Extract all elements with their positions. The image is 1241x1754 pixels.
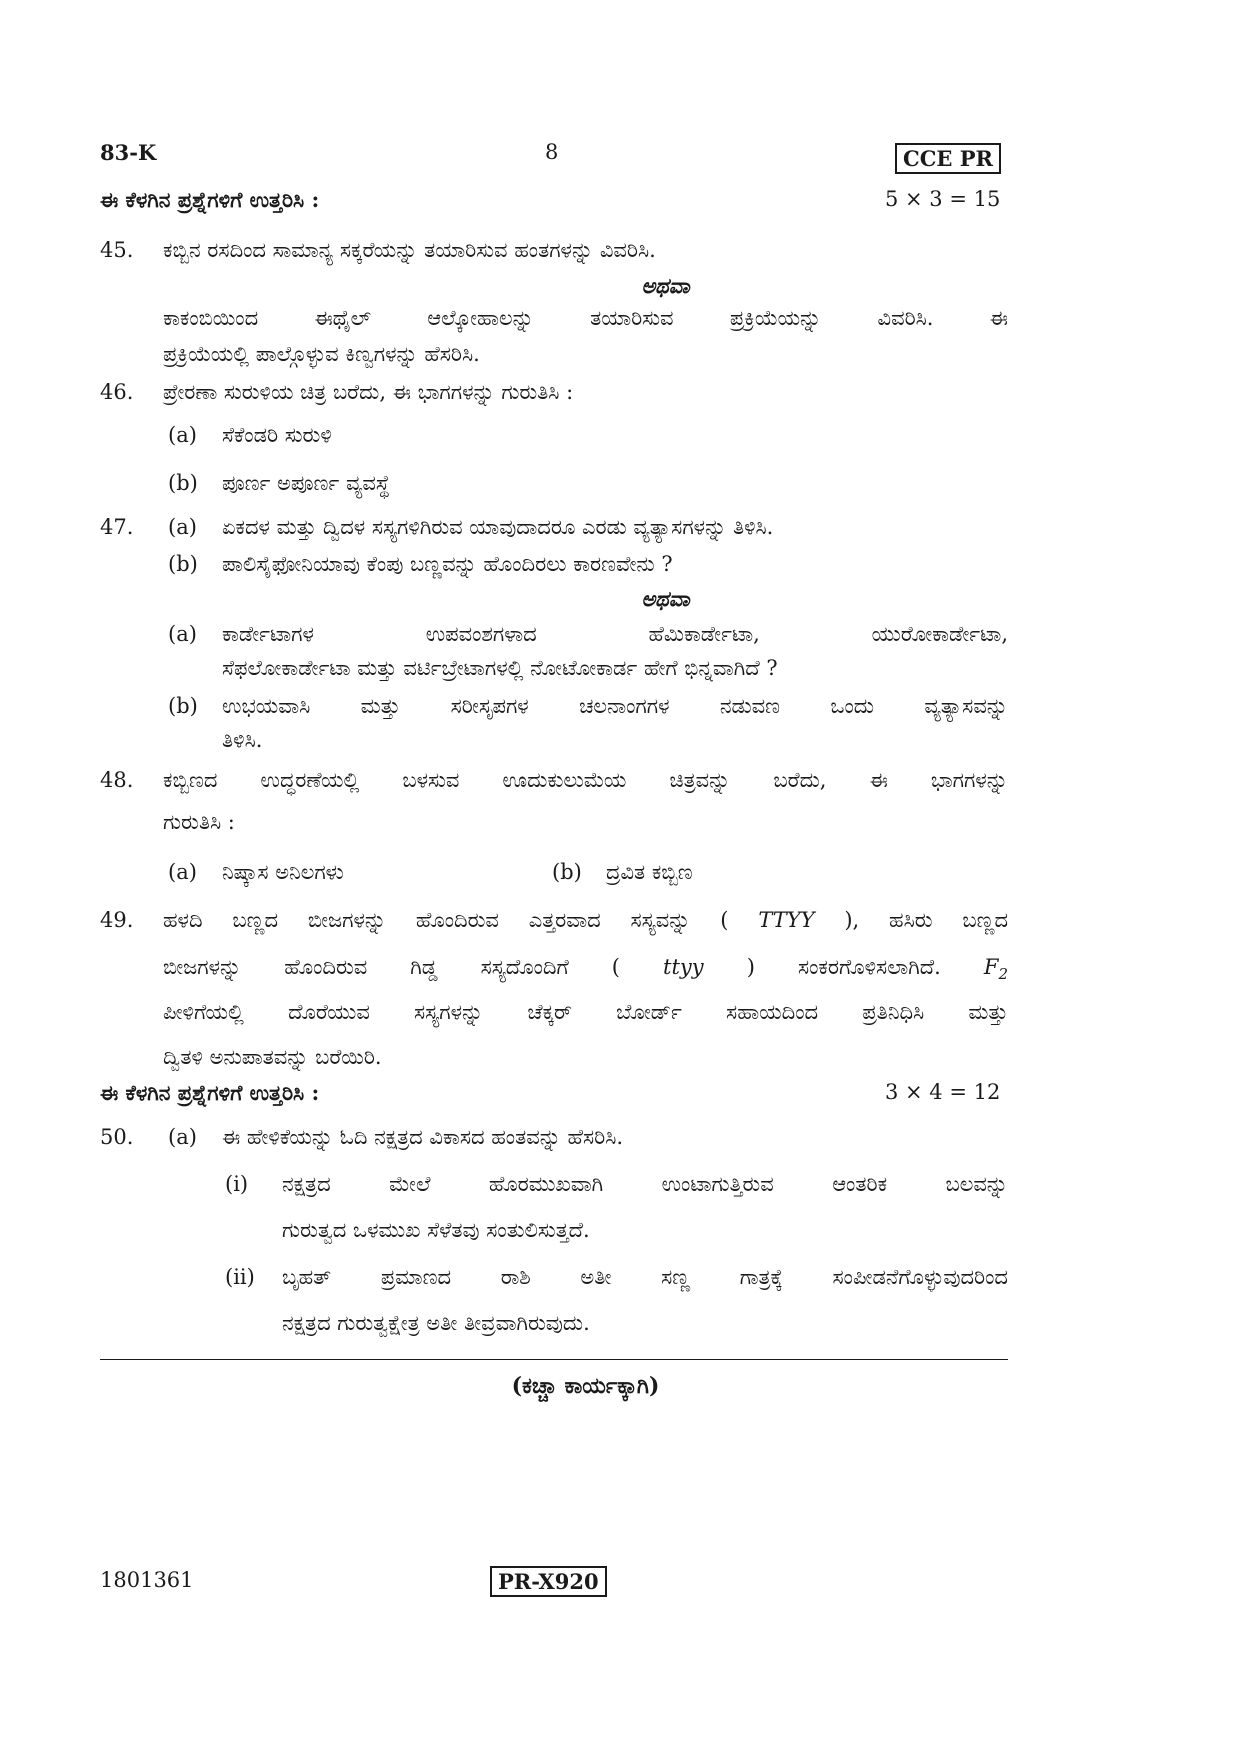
- generation-symbol: $F_2$: [983, 955, 1008, 984]
- serial-number: 1801361: [100, 1568, 194, 1592]
- section-instruction: ಈ ಕೆಳಗಿನ ಪ್ರಶ್ನೆಗಳಿಗೆ ಉತ್ತರಿಸಿ :: [100, 1080, 320, 1105]
- option-label: (b): [168, 471, 198, 495]
- genotype: ttyy: [663, 955, 704, 979]
- paper-code-badge: PR-X920: [490, 1566, 607, 1597]
- question-alt-text: ಪ್ರಕ್ರಿಯೆಯಲ್ಲಿ ಪಾಲ್ಗೊಳ್ಳುವ ಕಿಣ್ವಗಳನ್ನು ಹೆಸರಿಸಿ.: [163, 342, 480, 366]
- question-number: 47.: [100, 515, 134, 539]
- sub-option-label: (ii): [225, 1265, 255, 1289]
- section-instruction: ಈ ಕೆಳಗಿನ ಪ್ರಶ್ನೆಗಳಿಗೆ ಉತ್ತರಿಸಿ :: [100, 187, 320, 212]
- option-text: ದ್ರವಿತ ಕಬ್ಬಿಣ: [606, 860, 693, 884]
- sub-option-text: ನಕ್ಷತ್ರದ ಗುರುತ್ವಕ್ಷೇತ್ರ ಅತೀ ತೀವ್ರವಾಗಿರುವುದು.: [282, 1311, 590, 1335]
- option-text: ತಿಳಿಸಿ.: [222, 728, 263, 752]
- option-label: (b): [168, 694, 198, 718]
- question-text: ದ್ವಿತಳಿ ಅನುಪಾತವನ್ನು ಬರೆಯಿರಿ.: [163, 1045, 382, 1069]
- option-text: ಉಭಯವಾಸಿ ಮತ್ತು ಸರೀಸೃಪಗಳ ಚಲನಾಂಗಗಳ ನಡುವಣ ಒಂದು ವ್ಯತ್ಯಾಸವನ್ನು: [222, 694, 1008, 718]
- option-text: ನಿಷ್ಕಾಸ ಅನಿಲಗಳು: [222, 860, 344, 884]
- divider: [100, 1359, 1008, 1360]
- sub-option-text: ಗುರುತ್ವದ ಒಳಮುಖ ಸೆಳೆತವು ಸಂತುಲಿಸುತ್ತದೆ.: [282, 1218, 590, 1242]
- option-text: ಏಕದಳ ಮತ್ತು ದ್ವಿದಳ ಸಸ್ಯಗಳಿಗಿರುವ ಯಾವುದಾದರೂ ಎರಡು ವ್ಯತ್ಯಾಸಗಳನ್ನು ತಿಳಿಸಿ.: [222, 515, 774, 539]
- page-number: 8: [545, 140, 559, 164]
- section-marks: 3 × 4 = 12: [885, 1080, 1001, 1104]
- option-text: ಸೆಕೆಂಡರಿ ಸುರುಳಿ: [222, 423, 332, 447]
- sub-option-label: (i): [225, 1172, 249, 1196]
- option-text: ಕಾರ್ಡೇಟಾಗಳ ಉಪವಂಶಗಳಾದ ಹೆಮಿಕಾರ್ಡೇಟಾ, ಯುರೋಕಾರ್ಡೇಟಾ,: [222, 622, 1008, 646]
- question-text: ಕಬ್ಬಿಣದ ಉದ್ಧರಣೆಯಲ್ಲಿ ಬಳಸುವ ಊದುಕುಲುಮೆಯ ಚಿತ್ರವನ್ನು ಬರೆದು, ಈ ಭಾಗಗಳನ್ನು: [163, 768, 1008, 792]
- question-number: 46.: [100, 380, 134, 404]
- question-alt-text: ಕಾಕಂಬಿಯಿಂದ ಈಥೈಲ್ ಆಲ್ಕೋಹಾಲನ್ನು ತಯಾರಿಸುವ ಪ್ರಕ್ರಿಯೆಯನ್ನು ವಿವರಿಸಿ. ಈ: [163, 306, 1008, 330]
- question-number: 48.: [100, 768, 134, 792]
- rough-work-label: (ಕಚ್ಚಾ ಕಾರ್ಯಕ್ಕಾಗಿ): [511, 1373, 660, 1399]
- question-text: ಪ್ರೇರಣಾ ಸುರುಳಿಯ ಚಿತ್ರ ಬರೆದು, ಈ ಭಾಗಗಳನ್ನು ಗುರುತಿಸಿ :: [163, 380, 574, 404]
- sub-option-text: ಬೃಹತ್ ಪ್ರಮಾಣದ ರಾಶಿ ಅತೀ ಸಣ್ಣ ಗಾತ್ರಕ್ಕೆ ಸಂಪೀಡನೆಗೊಳ್ಳುವುದರಿಂದ: [282, 1265, 1008, 1289]
- option-text: ಪೂರ್ಣ ಅಪೂರ್ಣ ವ್ಯವಸ್ಥೆ: [222, 471, 390, 495]
- question-number: 49.: [100, 908, 134, 932]
- option-label: (a): [168, 860, 197, 884]
- question-number: 45.: [100, 238, 134, 262]
- question-text: ಕಬ್ಬಿನ ರಸದಿಂದ ಸಾಮಾನ್ಯ ಸಕ್ಕರೆಯನ್ನು ತಯಾರಿಸುವ ಹಂತಗಳನ್ನು ವಿವರಿಸಿ.: [163, 238, 656, 262]
- question-number: 50.: [100, 1125, 134, 1149]
- option-label: (a): [168, 423, 197, 447]
- option-label: (b): [168, 552, 198, 576]
- question-text: ಗುರುತಿಸಿ :: [163, 810, 235, 834]
- or-separator: ಅಥವಾ: [641, 273, 690, 298]
- option-label: (a): [168, 1125, 197, 1149]
- option-label: (b): [552, 860, 582, 884]
- question-text: ಬೀಜಗಳನ್ನು ಹೊಂದಿರುವ ಗಿಡ್ಡ ಸಸ್ಯದೊಂದಿಗೆ ( ttyy ) ಸಂಕರಗೊಳಿಸಲಾಗಿದೆ. $F_2$: [163, 955, 1008, 984]
- question-text: ಪೀಳಿಗೆಯಲ್ಲಿ ದೊರೆಯುವ ಸಸ್ಯಗಳನ್ನು ಚೆಕ್ಕರ್ ಬೋರ್ಡ್ ಸಹಾಯದಿಂದ ಪ್ರತಿನಿಧಿಸಿ ಮತ್ತು: [163, 1000, 1008, 1024]
- option-text: ಪಾಲಿಸೈಫೋನಿಯಾವು ಕೆಂಪು ಬಣ್ಣವನ್ನು ಹೊಂದಿರಲು ಕಾರಣವೇನು ?: [222, 552, 673, 576]
- section-marks: 5 × 3 = 15: [885, 187, 1001, 211]
- option-text: ಸೆಫಲೋಕಾರ್ಡೇಟಾ ಮತ್ತು ವರ್ಟಿಬ್ರೇಟಾಗಳಲ್ಲಿ ನೋಟೋಕಾರ್ಡ ಹೇಗೆ ಭಿನ್ನವಾಗಿದೆ ?: [222, 656, 778, 680]
- option-label: (a): [168, 622, 197, 646]
- option-label: (a): [168, 515, 197, 539]
- sub-option-text: ನಕ್ಷತ್ರದ ಮೇಲೆ ಹೊರಮುಖವಾಗಿ ಉಂಟಾಗುತ್ತಿರುವ ಆಂತರಿಕ ಬಲವನ್ನು: [282, 1172, 1008, 1196]
- genotype: TTYY: [758, 908, 815, 932]
- option-text: ಈ ಹೇಳಿಕೆಯನ್ನು ಓದಿ ನಕ್ಷತ್ರದ ವಿಕಾಸದ ಹಂತವನ್ನು ಹೆಸರಿಸಿ.: [222, 1125, 624, 1149]
- question-text: ಹಳದಿ ಬಣ್ಣದ ಬೀಜಗಳನ್ನು ಹೊಂದಿರುವ ಎತ್ತರವಾದ ಸಸ್ಯವನ್ನು ( TTYY ), ಹಸಿರು ಬಣ್ಣದ: [163, 908, 1009, 932]
- cce-badge: CCE PR: [895, 143, 1001, 174]
- paper-code: 83-K: [100, 140, 157, 165]
- or-separator: ಅಥವಾ: [641, 586, 690, 611]
